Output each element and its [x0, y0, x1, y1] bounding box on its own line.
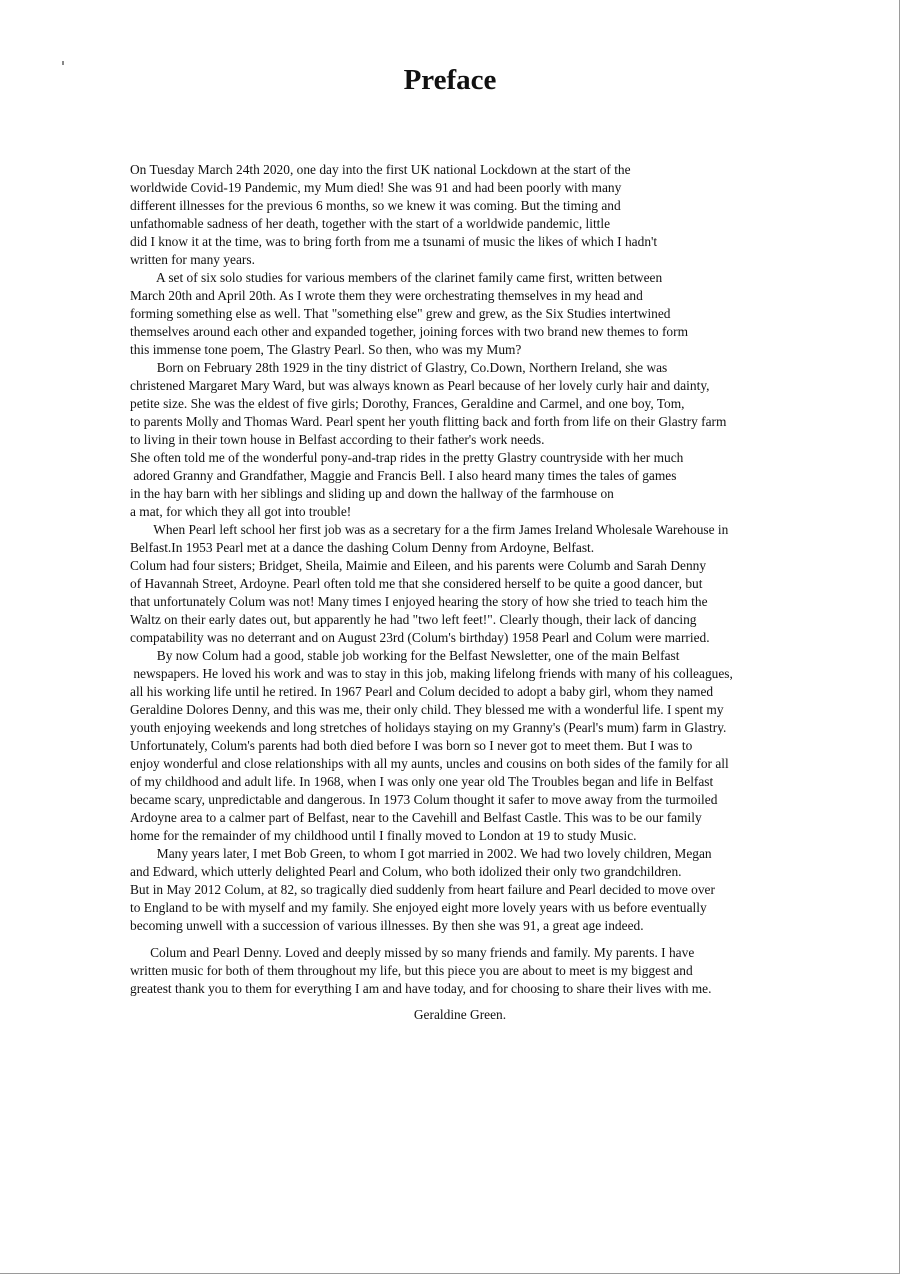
text-line: this immense tone poem, The Glastry Pearl. So then, who was my Mum? — [130, 342, 522, 357]
closing-line: Colum and Pearl Denny. Loved and deeply missed by so many friends and family. My parents. I have — [130, 945, 695, 960]
text-line: On Tuesday March 24th 2020, one day into the first UK national Lockdown at the start of the — [130, 162, 631, 177]
text-line: worldwide Covid-19 Pandemic, my Mum died! She was 91 and had been poorly with many — [130, 180, 622, 195]
text-line: unfathomable sadness of her death, together with the start of a worldwide pandemic, little — [130, 216, 611, 231]
text-line: a mat, for which they all got into trouble! — [130, 504, 352, 519]
text-line: different illnesses for the previous 6 months, so we knew it was coming. But the timing and — [130, 198, 621, 213]
text-line: Many years later, I met Bob Green, to whom I got married in 2002. We had two lovely children, Megan — [130, 846, 712, 861]
text-line: did I know it at the time, was to bring forth from me a tsunami of music the likes of which I hadn't — [130, 234, 658, 249]
text-line: to parents Molly and Thomas Ward. Pearl spent her youth flitting back and forth from life on their Glastry farm — [130, 414, 727, 429]
text-line: A set of six solo studies for various members of the clarinet family came first, written between — [130, 270, 663, 285]
text-line: of my childhood and adult life. In 1968, when I was only one year old The Troubles began and life in Belfast — [130, 774, 714, 789]
text-line: themselves around each other and expanded together, joining forces with two brand new themes to form — [130, 324, 688, 339]
text-line: She often told me of the wonderful pony-and-trap rides in the pretty Glastry countryside with her much — [130, 450, 684, 465]
text-line: becoming unwell with a succession of various illnesses. By then she was 91, a great age indeed. — [130, 918, 644, 933]
text-line: that unfortunately Colum was not! Many times I enjoyed hearing the story of how she tried to teach him the — [130, 594, 708, 609]
text-line: When Pearl left school her first job was as a secretary for a the firm James Ireland Wholesale Warehouse in — [130, 522, 729, 537]
text-line: written for many years. — [130, 252, 255, 267]
text-line: Born on February 28th 1929 in the tiny district of Glastry, Co.Down, Northern Ireland, she was — [130, 360, 668, 375]
text-line: all his working life until he retired. In 1967 Pearl and Colum decided to adopt a baby girl, whom they named — [130, 684, 714, 699]
text-line: Belfast.In 1953 Pearl met at a dance the dashing Colum Denny from Ardoyne, Belfast. — [130, 540, 595, 555]
text-line: Geraldine Dolores Denny, and this was me, their only child. They blessed me with a wonderful life. I spent my — [130, 702, 724, 717]
text-line: But in May 2012 Colum, at 82, so tragically died suddenly from heart failure and Pearl decided to move over — [130, 882, 715, 897]
text-line: newspapers. He loved his work and was to stay in this job, making lifelong friends with many of his colleagues, — [130, 666, 733, 681]
text-line: and Edward, which utterly delighted Pearl and Colum, who both idolized their only two grandchildren. — [130, 864, 682, 879]
text-line: christened Margaret Mary Ward, but was always known as Pearl because of her lovely curly hair and dainty, — [130, 378, 710, 393]
text-line: youth enjoying weekends and long stretches of holidays staying on my Granny's (Pearl's mum) farm in Glastry. — [130, 720, 727, 735]
closing-line: written music for both of them throughout my life, but this piece you are about to meet is my biggest and — [130, 963, 693, 978]
text-line: By now Colum had a good, stable job working for the Belfast Newsletter, one of the main Belfast — [130, 648, 680, 663]
text-line: March 20th and April 20th. As I wrote them they were orchestrating themselves in my head and — [130, 288, 643, 303]
text-line: Unfortunately, Colum's parents had both died before I was born so I never got to meet them. But I was to — [130, 738, 693, 753]
text-line: Ardoyne area to a calmer part of Belfast, near to the Cavehill and Belfast Castle. This was to be our family — [130, 810, 702, 825]
text-line: enjoy wonderful and close relationships with all my aunts, uncles and cousins on both sides of the family for all — [130, 756, 729, 771]
text-line: in the hay barn with her siblings and sliding up and down the hallway of the farmhouse on — [130, 486, 614, 501]
text-line: compatability was no deterrant and on August 23rd (Colum's birthday) 1958 Pearl and Colum were married. — [130, 630, 710, 645]
text-line: to England to be with myself and my family. She enjoyed eight more lovely years with us before eventually — [130, 900, 707, 915]
text-line: became scary, unpredictable and dangerous. In 1973 Colum thought it safer to move away from the turmoiled — [130, 792, 718, 807]
text-line: Waltz on their early dates out, but apparently he had "two left feet!". Clearly though, their lack of dancing — [130, 612, 697, 627]
text-line: of Havannah Street, Ardoyne. Pearl often told me that she considered herself to be quite a good dancer, but — [130, 576, 703, 591]
closing-paragraph — [130, 944, 870, 998]
page-title: Preface — [403, 64, 497, 96]
text-line: adored Granny and Grandfather, Maggie and Francis Bell. I also heard many times the tales of games — [130, 468, 677, 483]
signature: Geraldine Green. — [413, 1007, 507, 1022]
preface-paragraphs — [130, 161, 870, 935]
text-line: to living in their town house in Belfast according to their father's work needs. — [130, 432, 545, 447]
preface-body — [130, 161, 870, 1024]
closing-line: greatest thank you to them for everything I am and have today, and for choosing to share their lives with me. — [130, 981, 712, 996]
text-line: petite size. She was the eldest of five girls; Dorothy, Frances, Geraldine and Carmel, and one boy, Tom, — [130, 396, 685, 411]
text-line: forming something else as well. That "something else" grew and grew, as the Six Studies intertwined — [130, 306, 671, 321]
paragraph-spacer — [130, 935, 870, 944]
text-line: home for the remainder of my childhood until I finally moved to London at 19 to study Music. — [130, 828, 637, 843]
text-line: Colum had four sisters; Bridget, Sheila, Maimie and Eileen, and his parents were Columb and Sarah Denny — [130, 558, 707, 573]
